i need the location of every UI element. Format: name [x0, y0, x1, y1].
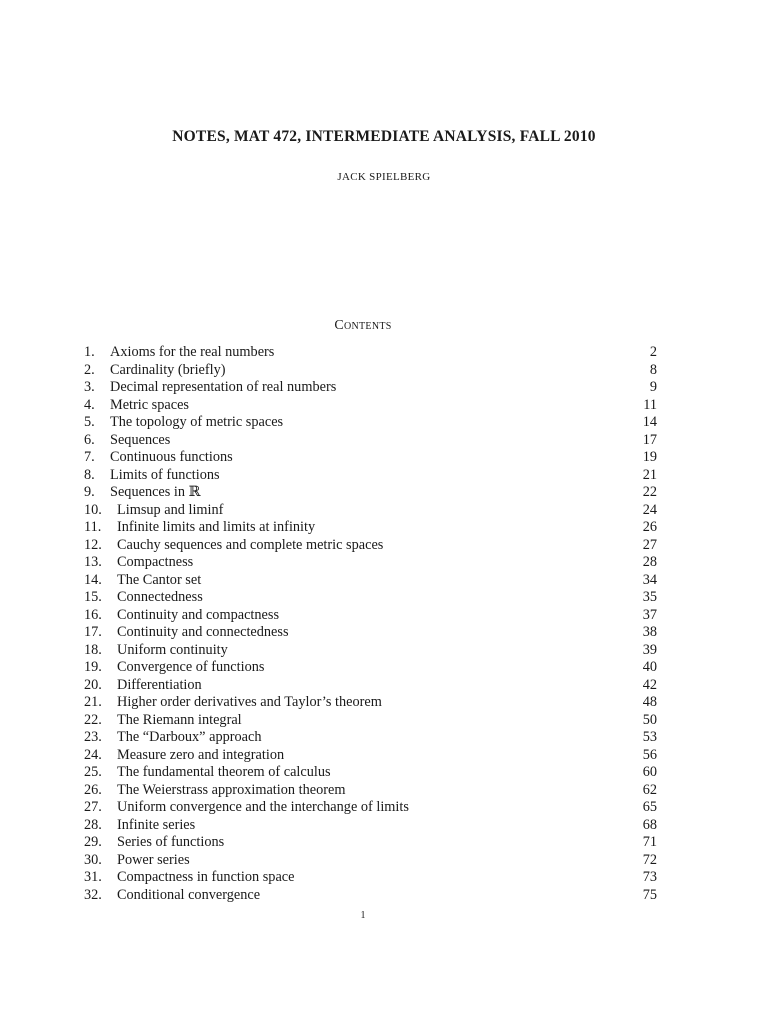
- author-name: JACK SPIELBERG: [337, 171, 431, 183]
- toc-entry-page: 38: [642, 624, 657, 640]
- toc-entry-title: Cauchy sequences and complete metric spaces: [117, 536, 384, 553]
- toc-entry-page: 34: [642, 571, 657, 588]
- toc-entry-title: Measure zero and integration: [117, 746, 285, 763]
- toc-entry-title: Convergence of functions: [117, 659, 265, 675]
- toc-entry: [84, 782, 657, 800]
- toc-entry-page: 37: [642, 606, 657, 623]
- toc-entry-title: Uniform convergence and the interchange of limits: [117, 799, 409, 815]
- toc-entry: [84, 799, 657, 817]
- toc-entry-number: 21.: [84, 694, 102, 710]
- toc-entry: [84, 519, 657, 537]
- toc-entry-page: 8: [649, 361, 657, 378]
- toc-entry-number: 27.: [84, 799, 102, 815]
- toc-entry-title: Connectedness: [117, 589, 203, 605]
- toc-entry-title: Infinite limits and limits at infinity: [117, 519, 316, 535]
- toc-entry-number: 19.: [84, 659, 102, 675]
- toc-entry-title: Compactness: [117, 554, 194, 570]
- toc-entry-number: 24.: [84, 746, 102, 763]
- toc-entry-number: 17.: [84, 624, 102, 640]
- toc-entry-title: Axioms for the real numbers: [110, 344, 275, 360]
- toc-entry-number: 7.: [84, 449, 95, 465]
- toc-entry-number: 20.: [84, 676, 102, 693]
- toc-entry: [84, 607, 657, 625]
- toc-entry-number: 29.: [84, 834, 102, 850]
- toc-entry: [84, 834, 657, 852]
- toc-entry-page: 72: [642, 851, 657, 868]
- toc-entry-number: 10.: [84, 501, 102, 518]
- toc-entry-number: 23.: [84, 729, 102, 745]
- toc-entry-page: 9: [649, 379, 657, 395]
- toc-entry-number: 26.: [84, 781, 102, 798]
- toc-entry: [84, 589, 657, 607]
- toc-entry-page: 68: [642, 816, 657, 833]
- toc-entry-page: 53: [642, 729, 657, 745]
- toc-entry-title: Conditional convergence: [117, 886, 261, 903]
- toc-entry: [84, 747, 657, 765]
- toc-entry-page: 11: [643, 396, 657, 413]
- toc-entry-title: Series of functions: [117, 834, 225, 850]
- toc-entry: [84, 432, 657, 450]
- toc-entry-title: Continuity and connectedness: [117, 624, 289, 640]
- toc-entry: [84, 869, 657, 887]
- toc-entry: [84, 397, 657, 415]
- toc-entry-number: 14.: [84, 571, 102, 588]
- toc-entry-title: Compactness in function space: [117, 869, 295, 885]
- toc-entry: [84, 537, 657, 555]
- toc-entry: [84, 642, 657, 660]
- toc-entry-page: 42: [642, 676, 657, 693]
- toc-entry-page: 17: [642, 431, 657, 448]
- toc-entry-page: 22: [642, 484, 657, 500]
- toc-entry-number: 8.: [84, 466, 95, 483]
- toc-entry-number: 32.: [84, 886, 102, 903]
- toc-entry: [84, 484, 657, 502]
- toc-entry-page: 26: [642, 519, 657, 535]
- toc-entry-title: Uniform continuity: [117, 641, 228, 658]
- toc-entry-number: 9.: [84, 484, 95, 500]
- toc-entry-number: 30.: [84, 851, 102, 868]
- toc-entry-number: 25.: [84, 764, 102, 780]
- toc-entry: [84, 887, 657, 905]
- toc-entry-number: 11.: [84, 519, 102, 535]
- toc-entry-page: 75: [642, 886, 657, 903]
- toc-entry-number: 1.: [84, 344, 95, 360]
- toc-entry-number: 13.: [84, 554, 102, 570]
- toc-entry-title: Higher order derivatives and Taylor’s theorem: [117, 694, 382, 710]
- toc-entry-page: 48: [642, 694, 657, 710]
- toc-entry-title: Power series: [117, 851, 190, 868]
- toc-entry: [84, 694, 657, 712]
- toc-entry-number: 4.: [84, 396, 95, 413]
- toc-entry-title: The Weierstrass approximation theorem: [117, 781, 346, 798]
- toc-entry-number: 5.: [84, 414, 95, 430]
- toc-entry: [84, 502, 657, 520]
- toc-entry-page: 19: [642, 449, 657, 465]
- toc-entry-page: 24: [642, 501, 657, 518]
- toc-entry-number: 3.: [84, 379, 95, 395]
- toc-entry-title: Limsup and liminf: [117, 501, 224, 518]
- toc-entry-page: 27: [642, 536, 657, 553]
- toc-entry-title: Cardinality (briefly): [110, 361, 226, 378]
- toc-entry-title: The “Darboux” approach: [117, 729, 262, 745]
- toc-entry-number: 16.: [84, 606, 102, 623]
- toc-entry-title: Differentiation: [117, 676, 202, 693]
- toc-entry-page: 14: [642, 414, 657, 430]
- toc-entry-title: Continuity and compactness: [117, 606, 280, 623]
- toc-entry-title: Continuous functions: [110, 449, 233, 465]
- toc-entry: [84, 712, 657, 730]
- toc-entry-number: 18.: [84, 641, 102, 658]
- toc-entry: [84, 764, 657, 782]
- toc-entry-page: 56: [642, 746, 657, 763]
- toc-entry-page: 28: [642, 554, 657, 570]
- toc-entry-page: 21: [642, 466, 657, 483]
- toc-entry-title: The fundamental theorem of calculus: [117, 764, 331, 780]
- toc-entry: [84, 449, 657, 467]
- toc-entry-title: Infinite series: [117, 816, 196, 833]
- toc-entry-number: 6.: [84, 431, 95, 448]
- contents-heading: Contents: [334, 318, 392, 333]
- toc-entry: [84, 852, 657, 870]
- toc-entry-page: 73: [642, 869, 657, 885]
- toc-entry: [84, 624, 657, 642]
- toc-entry-page: 2: [649, 344, 657, 360]
- toc-entry-page: 40: [642, 659, 657, 675]
- toc-entry-page: 35: [642, 589, 657, 605]
- toc-entry-title: The topology of metric spaces: [110, 414, 284, 430]
- toc-entry-page: 62: [642, 781, 657, 798]
- toc-entry-title: The Riemann integral: [117, 711, 242, 728]
- toc-entry: [84, 467, 657, 485]
- toc-entry: [84, 572, 657, 590]
- toc-entry-number: 22.: [84, 711, 102, 728]
- toc-entry: [84, 379, 657, 397]
- toc-entry-title: Metric spaces: [110, 396, 189, 413]
- toc-entry: [84, 362, 657, 380]
- toc-entry-title: Decimal representation of real numbers: [110, 379, 337, 395]
- toc-entry-number: 15.: [84, 589, 102, 605]
- page-number: 1: [360, 910, 366, 921]
- toc-entry-title: The Cantor set: [117, 571, 202, 588]
- toc-entry-page: 65: [642, 799, 657, 815]
- toc-entry: [84, 677, 657, 695]
- toc-entry-page: 71: [642, 834, 657, 850]
- table-of-contents: [84, 344, 657, 904]
- toc-entry-number: 28.: [84, 816, 102, 833]
- toc-entry-page: 60: [642, 764, 657, 780]
- toc-entry-page: 39: [642, 641, 657, 658]
- toc-entry-title: Sequences in ℝ: [110, 484, 201, 500]
- toc-entry-number: 2.: [84, 361, 95, 378]
- document-title: NOTES, MAT 472, INTERMEDIATE ANALYSIS, FALL 2010: [172, 128, 596, 145]
- toc-entry-title: Limits of functions: [110, 466, 220, 483]
- toc-entry-number: 31.: [84, 869, 102, 885]
- toc-entry-page: 50: [642, 711, 657, 728]
- toc-entry-title: Sequences: [110, 431, 171, 448]
- toc-entry-number: 12.: [84, 536, 102, 553]
- toc-entry: [84, 659, 657, 677]
- toc-entry: [84, 817, 657, 835]
- toc-entry: [84, 554, 657, 572]
- toc-entry: [84, 729, 657, 747]
- toc-entry: [84, 414, 657, 432]
- toc-entry: [84, 344, 657, 362]
